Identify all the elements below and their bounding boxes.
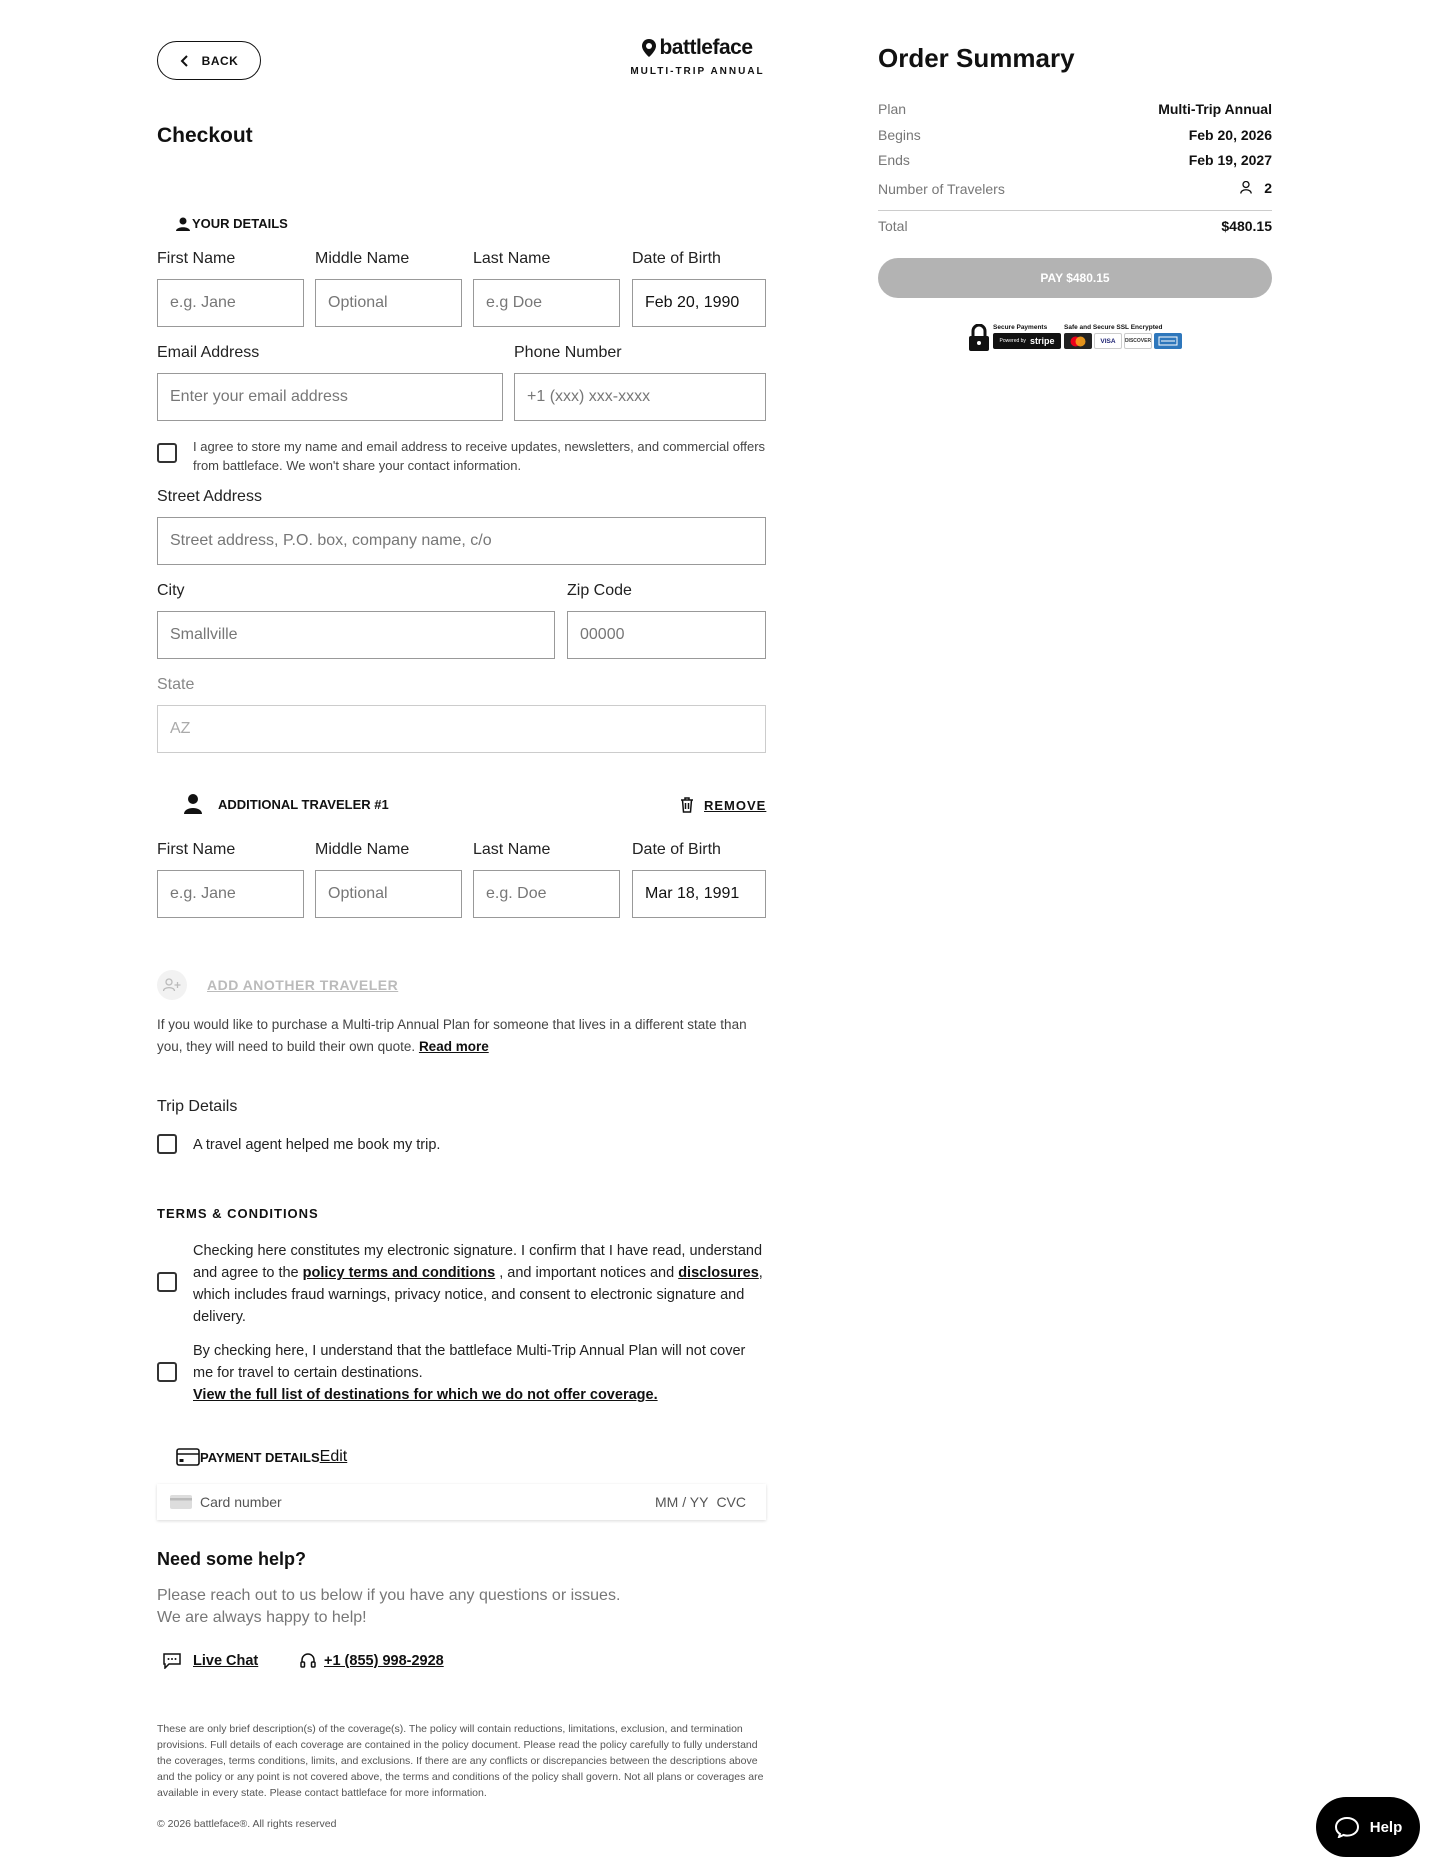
chevron-left-icon — [180, 55, 190, 67]
live-chat-label: Live Chat — [193, 1653, 259, 1669]
copyright-text: © 2026 battleface®. All rights reserved — [157, 1818, 337, 1830]
t1-first-name-input[interactable] — [157, 870, 304, 918]
summary-plan-row — [878, 101, 1272, 117]
phone-input[interactable] — [514, 373, 766, 421]
plan-label: Plan — [878, 101, 907, 117]
email-input[interactable] — [157, 373, 503, 421]
location-pin-icon — [642, 39, 656, 57]
mastercard-icon — [1064, 333, 1092, 349]
chat-icon — [163, 1653, 181, 1669]
t1-last-name-label: Last Name — [473, 841, 551, 858]
order-summary-title: Order Summary — [878, 43, 1075, 73]
payment-heading — [176, 1448, 347, 1466]
pay-button[interactable]: PAY $480.15 — [878, 258, 1272, 298]
stripe-badge — [993, 333, 1061, 349]
dob-label: Date of Birth — [632, 250, 721, 267]
help-label: Help — [1369, 1818, 1403, 1836]
travelers-label: Number of Travelers — [878, 181, 1005, 197]
help-title: Need some help? — [157, 1549, 307, 1569]
terms-heading: TERMS & CONDITIONS — [157, 1206, 319, 1221]
terms-text — [193, 1240, 768, 1328]
state-input — [157, 705, 766, 753]
policy-terms-link[interactable]: policy terms and conditions — [302, 1265, 496, 1281]
travel-agent-checkbox[interactable] — [157, 1134, 177, 1154]
last-name-input[interactable] — [473, 279, 620, 327]
middle-name-label: Middle Name — [315, 250, 410, 267]
travel-agent-label: A travel agent helped me book my trip. — [193, 1137, 441, 1153]
plan-value: Multi-Trip Annual — [1158, 101, 1272, 117]
email-label: Email Address — [157, 344, 260, 361]
begins-label: Begins — [878, 127, 921, 143]
phone-number-label: +1 (855) 998-2928 — [324, 1653, 444, 1669]
card-brand-icon — [170, 1495, 192, 1509]
secure-payment-badges — [968, 324, 1184, 354]
last-name-label: Last Name — [473, 250, 551, 267]
edit-payment-link[interactable]: Edit — [319, 1448, 348, 1465]
summary-divider — [878, 210, 1272, 211]
expiry-placeholder: MM / YY — [655, 1494, 709, 1510]
add-traveler-button[interactable] — [157, 970, 398, 1000]
help-widget-button[interactable] — [1316, 1797, 1420, 1857]
terms-text-3: , which includes fraud warnings, privacy notice, and consent to electronic signature and delivery. — [193, 1265, 763, 1325]
summary-begins-row — [878, 127, 1272, 143]
back-label: BACK — [201, 53, 239, 68]
zip-input[interactable] — [567, 611, 766, 659]
additional-traveler-label: ADDITIONAL TRAVELER #1 — [218, 796, 389, 812]
travelers-value: 2 — [1264, 179, 1272, 196]
different-state-text: If you would like to purchase a Multi-trip Annual Plan for someone that lives in a different state than you, they will need to build their own quote. — [157, 1017, 747, 1054]
consent-checkbox[interactable] — [157, 443, 177, 463]
different-state-note — [157, 1014, 767, 1058]
terms-checkbox[interactable] — [157, 1272, 177, 1292]
credit-card-icon — [176, 1448, 200, 1466]
street-input[interactable] — [157, 517, 766, 565]
street-label: Street Address — [157, 488, 262, 505]
brand-logo — [630, 36, 765, 77]
total-label: Total — [878, 218, 908, 234]
lifebuoy-icon — [1334, 1816, 1360, 1838]
consent-text: I agree to store my name and email address to receive updates, newsletters, and commercial offers from battleface. We won't share your contact information. — [193, 439, 766, 473]
your-details-label: YOUR DETAILS — [192, 216, 288, 231]
powered-by-text: Powered by — [999, 338, 1026, 344]
t1-dob-label: Date of Birth — [632, 841, 721, 858]
card-input[interactable] — [157, 1484, 766, 1520]
live-chat-link[interactable] — [163, 1653, 258, 1669]
ends-value: Feb 19, 2027 — [1188, 152, 1272, 168]
t1-middle-name-label: Middle Name — [315, 841, 410, 858]
begins-value: Feb 20, 2026 — [1188, 127, 1272, 143]
first-name-label: First Name — [157, 250, 236, 267]
disclosures-link[interactable]: disclosures — [678, 1265, 759, 1281]
card-number-placeholder: Card number — [200, 1494, 282, 1510]
dob-input[interactable] — [632, 279, 766, 327]
payment-label: PAYMENT DETAILS — [200, 1449, 320, 1465]
ends-label: Ends — [878, 152, 910, 168]
t1-middle-name-input[interactable] — [315, 870, 462, 918]
headset-icon — [300, 1653, 316, 1669]
cvc-placeholder: CVC — [716, 1494, 746, 1510]
total-value: $480.15 — [1221, 218, 1272, 234]
remove-traveler-button[interactable] — [680, 797, 766, 813]
destinations-text — [193, 1340, 768, 1406]
summary-total-row — [878, 218, 1272, 234]
add-user-icon — [157, 970, 187, 1000]
destinations-text-1: By checking here, I understand that the battleface Multi-Trip Annual Plan will not cover me for travel to certain destinations. — [193, 1343, 746, 1381]
user-icon — [176, 217, 190, 231]
disclaimer-text: These are only brief description(s) of the coverage(s). The policy will contain reductions, limitations, exclusion, and termination provisions. Full details of each coverage are contained in the policy document. Please read the policy carefully to fully understand the coverages, terms conditions, limits, and exclusions. If there are any conflicts or discrepancies between the descriptions above and the policy or any point is not covered above, the terms and conditions of the policy shall govern. Not all plans or coverages are available in every state. Please contact battleface for more information. — [157, 1723, 764, 1799]
zip-label: Zip Code — [567, 582, 632, 599]
brand-name: battleface — [659, 36, 753, 59]
summary-travelers-row — [878, 178, 1272, 197]
user-icon — [184, 794, 202, 814]
page-title: Checkout — [157, 124, 253, 147]
ssl-caption: Safe and Secure SSL Encrypted — [1064, 324, 1163, 331]
additional-traveler-heading — [184, 794, 389, 814]
phone-label: Phone Number — [514, 344, 622, 361]
trip-details-heading: Trip Details — [157, 1098, 238, 1115]
help-text: Please reach out to us below if you have any questions or issues. We are always happy to help! — [157, 1587, 621, 1626]
back-button[interactable] — [157, 41, 261, 80]
lock-icon — [968, 324, 990, 352]
travelers-value-wrap — [1240, 178, 1272, 197]
phone-link[interactable] — [300, 1653, 444, 1669]
first-name-input[interactable] — [157, 279, 304, 327]
terms-text-1: Checking here constitutes my electronic signature. I confirm that I have read, understand and agree to the — [193, 1243, 763, 1281]
terms-text-2: , and important notices and — [499, 1265, 675, 1281]
remove-label: REMOVE — [704, 797, 767, 813]
read-more-link[interactable]: Read more — [418, 1039, 489, 1054]
add-traveler-label: ADD ANOTHER TRAVELER — [207, 977, 399, 993]
middle-name-input[interactable] — [315, 279, 462, 327]
discover-icon: DISCOVER — [1124, 333, 1152, 349]
brand-subtitle: MULTI-TRIP ANNUAL — [630, 66, 765, 77]
t1-dob-input[interactable] — [632, 870, 766, 918]
city-input[interactable] — [157, 611, 555, 659]
stripe-text: stripe — [1029, 336, 1055, 346]
trash-icon — [680, 797, 694, 813]
your-details-heading — [176, 216, 288, 231]
city-label: City — [157, 582, 185, 599]
t1-last-name-input[interactable] — [473, 870, 620, 918]
t1-first-name-label: First Name — [157, 841, 236, 858]
state-label: State — [157, 676, 195, 693]
visa-icon: VISA — [1094, 333, 1122, 349]
user-icon — [1240, 181, 1252, 194]
secure-payments-caption: Secure Payments — [993, 324, 1048, 331]
summary-ends-row — [878, 152, 1272, 168]
destinations-list-link[interactable]: View the full list of destinations for which we do not offer coverage. — [193, 1387, 658, 1403]
amex-icon — [1154, 333, 1182, 349]
destinations-checkbox[interactable] — [157, 1362, 177, 1382]
